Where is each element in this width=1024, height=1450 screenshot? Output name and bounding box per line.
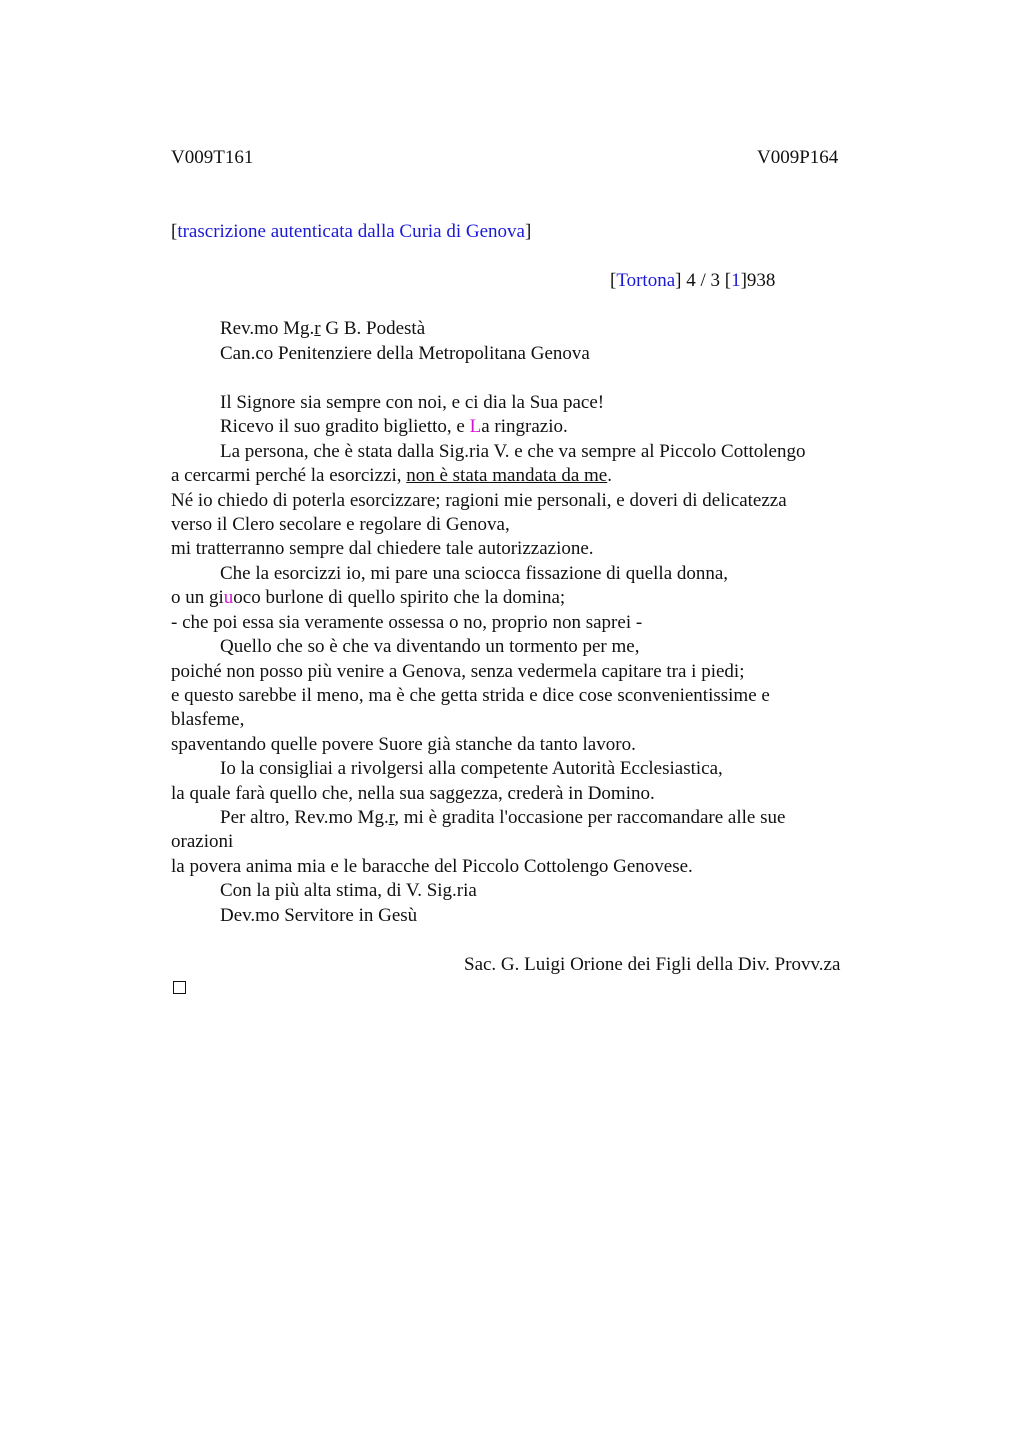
body-line: Il Signore sia sempre con noi, e ci dia la Sua pace! <box>220 392 605 413</box>
body-line: verso il Clero secolare e regolare di Genova, <box>171 514 510 535</box>
body-line: orazioni <box>171 831 234 852</box>
addressee-name: Rev.mo Mg.r G B. Podestà <box>220 318 426 339</box>
transcription-note: [trascrizione autenticata dalla Curia di Genova] <box>171 221 532 242</box>
body-line: o un giuoco burlone di quello spirito che la domina; <box>171 587 566 608</box>
body-line: spaventando quelle povere Suore già stanche da tanto lavoro. <box>171 734 636 755</box>
date-place: Tortona <box>616 270 676 291</box>
body-line: Con la più alta stima, di V. Sig.ria <box>220 880 477 901</box>
signature: Sac. G. Luigi Orione dei Figli della Div. Provv.za <box>464 954 841 975</box>
letter-date: [Tortona] 4 / 3 [1]938 <box>610 270 776 291</box>
underlined-phrase: non è stata mandata da me <box>406 465 608 486</box>
addressee-title: Can.co Penitenziere della Metropolitana Genova <box>220 343 590 364</box>
date-year-digit: 1 <box>731 270 741 291</box>
correction-mark: u <box>223 587 234 608</box>
body-line: Per altro, Rev.mo Mg.r, mi è gradita l'occasione per raccomandare alle sue <box>220 807 786 828</box>
body-line: Dev.mo Servitore in Gesù <box>220 905 418 926</box>
body-line: mi tratterranno sempre dal chiedere tale autorizzazione. <box>171 538 594 559</box>
body-line: la quale farà quello che, nella sua saggezza, crederà in Domino. <box>171 783 655 804</box>
body-line: poiché non posso più venire a Genova, senza vedermela capitare tra i piedi; <box>171 661 745 682</box>
header-left-code: V009T161 <box>171 147 254 168</box>
body-line: e questo sarebbe il meno, ma è che getta strida e dice cose sconvenientissime e <box>171 685 770 706</box>
body-line: - che poi essa sia veramente ossessa o no, proprio non saprei - <box>171 612 643 633</box>
body-line: blasfeme, <box>171 709 245 730</box>
body-line: La persona, che è stata dalla Sig.ria V. e che va sempre al Piccolo Cottolengo <box>220 441 806 462</box>
body-line: Che la esorcizzi io, mi pare una sciocca fissazione di quella donna, <box>220 563 729 584</box>
body-line: Né io chiedo di poterla esorcizzare; ragioni mie personali, e doveri di delicatezza <box>171 490 787 511</box>
correction-mark: L <box>469 416 482 437</box>
body-line: Io la consigliai a rivolgersi alla competente Autorità Ecclesiastica, <box>220 758 723 779</box>
body-line: la povera anima mia e le baracche del Piccolo Cottolengo Genovese. <box>171 856 693 877</box>
body-line: Quello che so è che va diventando un tormento per me, <box>220 636 640 657</box>
transcription-note-text: trascrizione autenticata dalla Curia di Genova <box>177 221 525 242</box>
body-line: a cercarmi perché la esorcizzi, non è stata mandata da me. <box>171 465 612 486</box>
empty-square-icon <box>173 981 186 994</box>
body-line: Ricevo il suo gradito biglietto, e La ringrazio. <box>220 416 568 437</box>
header-right-code: V009P164 <box>757 147 839 168</box>
